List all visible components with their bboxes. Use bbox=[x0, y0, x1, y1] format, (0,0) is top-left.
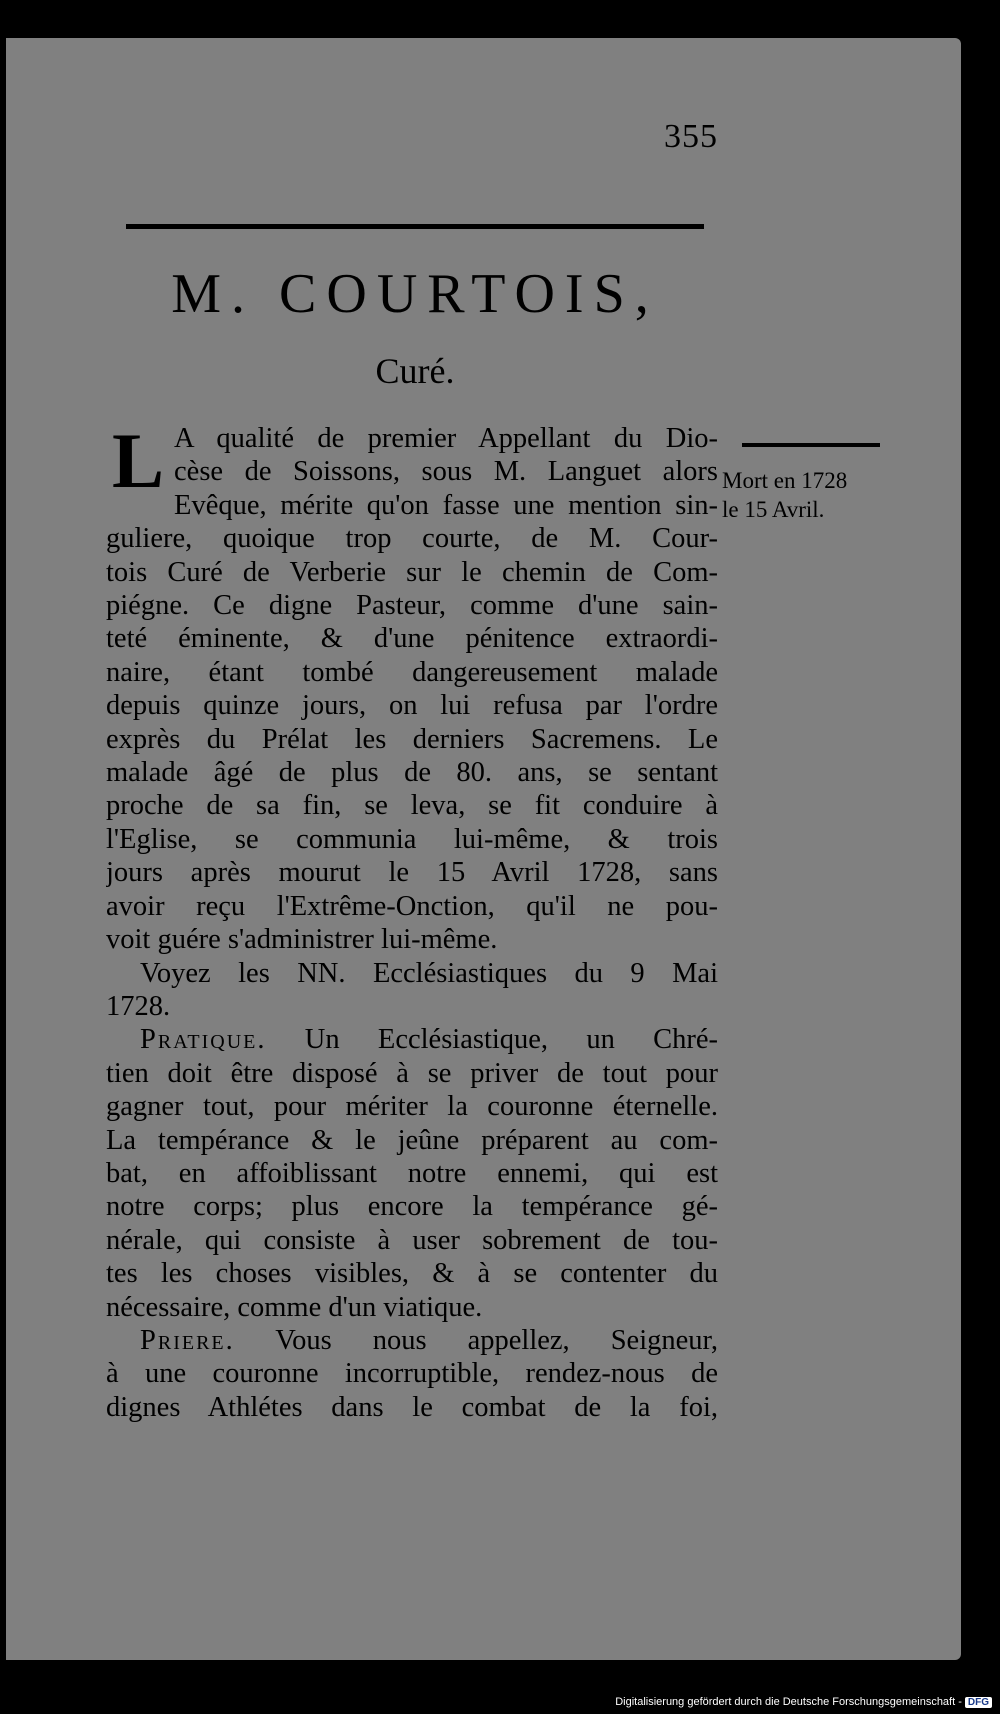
text-line: La tempérance & le jeûne préparent au com- bbox=[106, 1124, 718, 1156]
text-line: bat, en affoiblissant notre ennemi, qui est bbox=[106, 1157, 718, 1189]
text-line: tois Curé de Verberie sur le chemin de Com- bbox=[106, 556, 718, 588]
text-line: cèse de Soissons, sous M. Languet alors bbox=[174, 456, 718, 488]
text-line: gagner tout, pour mériter la couronne éternelle. bbox=[106, 1091, 718, 1123]
text-line: nécessaire, comme d'un viatique. bbox=[106, 1291, 483, 1323]
footer-text: Digitalisierung gefördert durch die Deutsche Forschungsgemeinschaft - bbox=[615, 1696, 962, 1708]
text-line: naire, étant tombé dangereusement malade bbox=[106, 656, 718, 688]
text-line: nérale, qui consiste à user sobrement de tou- bbox=[106, 1224, 718, 1256]
text-line: tien doit être disposé à se priver de tout pour bbox=[106, 1057, 718, 1089]
text-line bbox=[106, 1324, 718, 1357]
text-line: notre corps; plus encore la tempérance gé- bbox=[106, 1191, 718, 1223]
header-rule bbox=[126, 224, 704, 229]
dfg-logo: DFG bbox=[965, 1697, 992, 1708]
text-line: guliere, quoique trop courte, de M. Cour- bbox=[106, 523, 718, 555]
text-line: piégne. Ce digne Pasteur, comme d'une sain- bbox=[106, 590, 718, 622]
drop-cap: L bbox=[112, 417, 165, 504]
text-line: teté éminente, & d'une pénitence extraordi- bbox=[106, 623, 718, 655]
text-line: proche de sa fin, se leva, se fit conduire à bbox=[106, 790, 718, 822]
priere-label: Priere. bbox=[140, 1324, 235, 1356]
body-text bbox=[106, 417, 718, 1424]
margin-note-line: Mort en 1728 bbox=[722, 468, 848, 493]
text-line: dignes Athlétes dans le combat de la foi, bbox=[106, 1391, 718, 1423]
page-subtitle: Curé. bbox=[375, 351, 455, 391]
page-number: 355 bbox=[664, 118, 718, 155]
text-line: Evêque, mérite qu'on fasse une mention sin- bbox=[174, 489, 718, 521]
text-line: l'Eglise, se communia lui-même, & trois bbox=[106, 823, 718, 855]
text-line: avoir reçu l'Extrême-Onction, qu'il ne pou- bbox=[106, 890, 718, 922]
footer-credit bbox=[615, 1696, 992, 1708]
text-line: à une couronne incorruptible, rendez-nous de bbox=[106, 1358, 718, 1390]
text-line: jours après mourut le 15 Avril 1728, sans bbox=[106, 857, 718, 889]
text-line: 1728. bbox=[106, 990, 171, 1022]
text-line: A qualité de premier Appellant du Dio- bbox=[174, 423, 718, 454]
text-line bbox=[106, 1023, 718, 1056]
text-line: exprès du Prélat les derniers Sacremens. Le bbox=[106, 723, 718, 755]
text-line: Voyez les NN. Ecclésiastiques du 9 Mai bbox=[140, 957, 718, 989]
page-title: M. COURTOIS, bbox=[171, 263, 659, 325]
margin-note-line: le 15 Avril. bbox=[722, 497, 825, 522]
text-line: malade âgé de plus de 80. ans, se sentant bbox=[106, 757, 718, 789]
text-fragment: Un Ecclésiastique, un Chré- bbox=[266, 1024, 718, 1056]
pratique-label: Pratique. bbox=[140, 1024, 267, 1056]
margin-note bbox=[722, 466, 912, 524]
text-line: voit guére s'administrer lui-même. bbox=[106, 924, 498, 956]
text-line: depuis quinze jours, on lui refusa par l'ordre bbox=[106, 690, 718, 722]
text-line: tes les choses visibles, & à se contenter du bbox=[106, 1258, 718, 1290]
margin-rule bbox=[742, 443, 880, 447]
text-fragment: Vous nous appellez, Seigneur, bbox=[234, 1324, 718, 1356]
